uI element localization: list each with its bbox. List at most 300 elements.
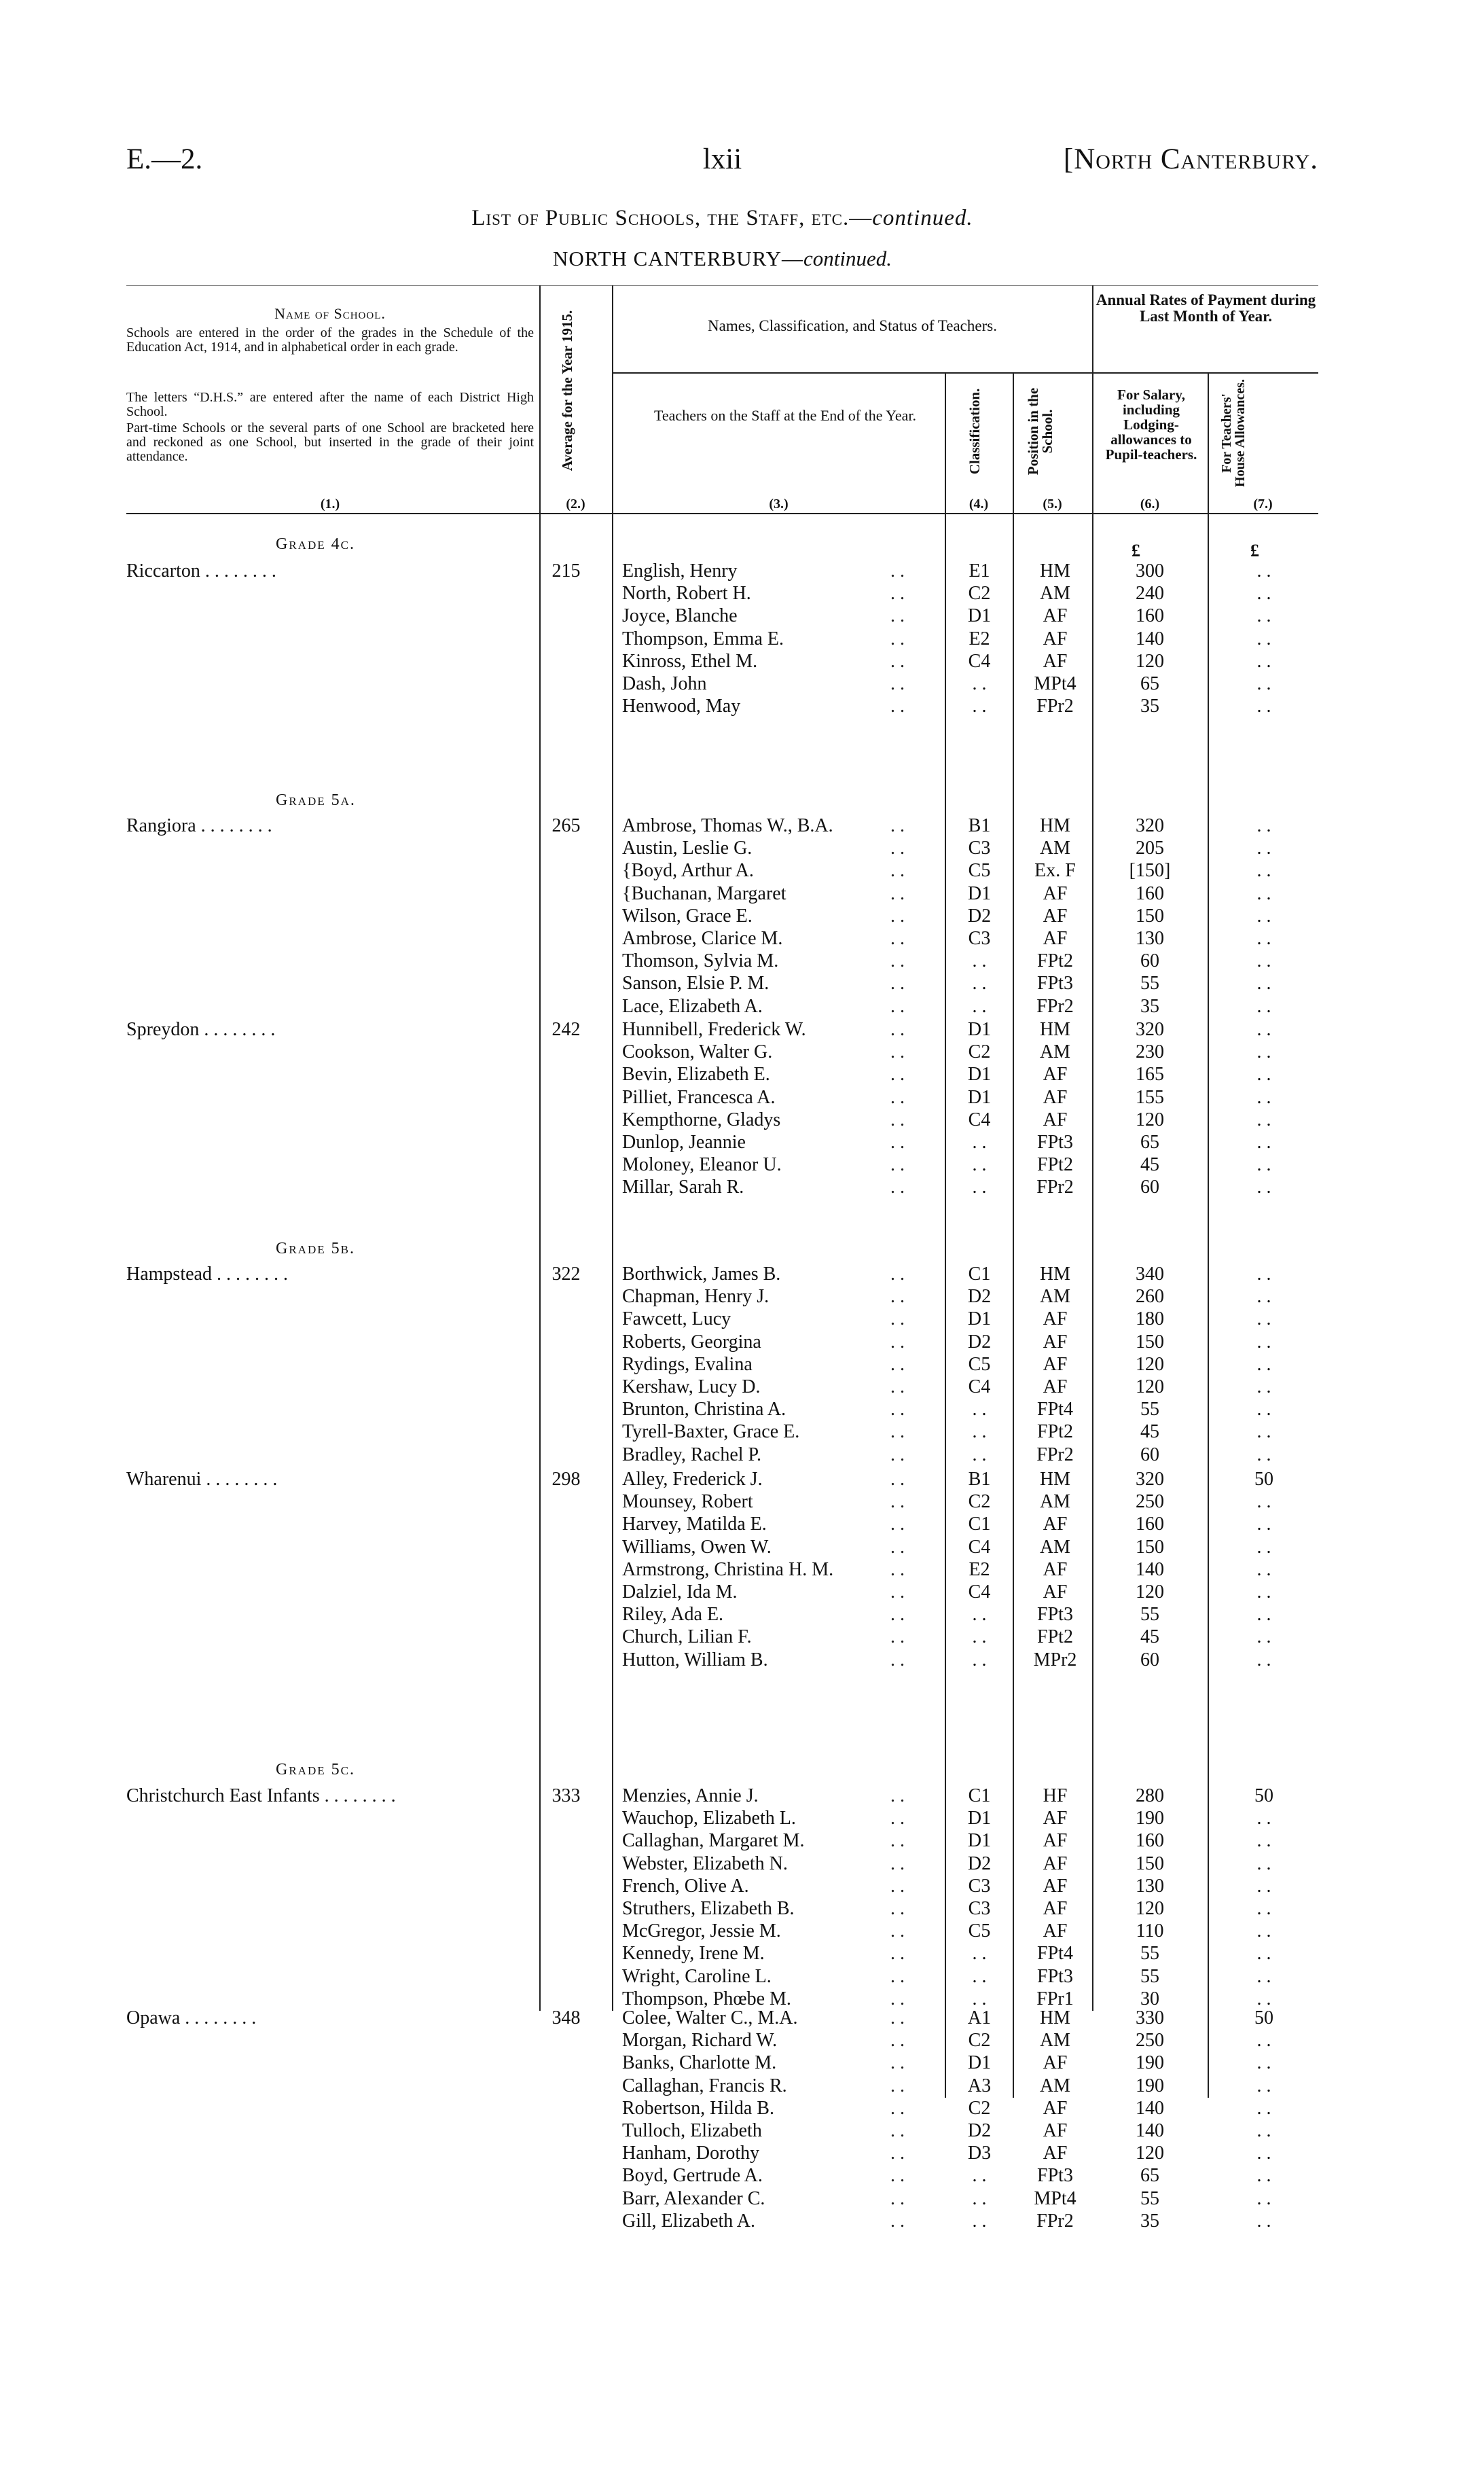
teacher-position: FPt2 — [1037, 1626, 1073, 1648]
teacher-name: {Buchanan, Margaret — [622, 882, 786, 904]
teacher-house-allowance: . . — [1256, 650, 1271, 672]
page-title-continued: continued. — [872, 206, 973, 230]
teacher-salary: 140 — [1136, 2097, 1164, 2119]
teacher-classification: . . — [972, 1943, 987, 1965]
teacher-house-allowance: . . — [1256, 860, 1271, 882]
teacher-classification: D3 — [967, 2143, 992, 2164]
teacher-salary: 55 — [1140, 1604, 1159, 1626]
leader-dots: . . — [890, 1649, 905, 1670]
col4-label: Classification. — [966, 388, 983, 475]
leader-dots: . . — [890, 1514, 905, 1535]
teacher-house-allowance: . . — [1256, 1331, 1271, 1353]
leader-dots: . . — [890, 1264, 905, 1285]
teacher-position: FPt3 — [1037, 1604, 1073, 1626]
teacher-classification: . . — [972, 1965, 987, 1987]
teacher-name: Thompson, Emma E. — [622, 628, 784, 649]
table-row — [126, 1581, 1318, 1604]
table-row — [126, 1808, 1318, 1830]
teacher-salary: 55 — [1140, 1943, 1159, 1965]
col1-note-1: Schools are entered in the order of the grades in the Schedule of the Education Act, 1914, and in alphabetical order in each grade. — [126, 325, 534, 355]
page-title-main: List of Public Schools, the Staff, etc.— — [471, 206, 873, 230]
teacher-position: AF — [1043, 1308, 1068, 1330]
teacher-name: Cookson, Walter G. — [622, 1041, 773, 1063]
currency-salary: £ — [1132, 541, 1140, 560]
teacher-salary: 155 — [1136, 1086, 1164, 1108]
teacher-classification: D1 — [967, 1064, 992, 1086]
leader-dots: . . — [890, 882, 905, 904]
teacher-name: Bevin, Elizabeth E. — [622, 1064, 770, 1086]
leader-dots: . . — [890, 1604, 905, 1626]
teacher-salary: 45 — [1140, 1421, 1159, 1443]
teacher-position: FPt4 — [1037, 1399, 1073, 1420]
teacher-house-allowance: . . — [1256, 1308, 1271, 1330]
leader-dots: . . — [890, 1491, 905, 1513]
teacher-classification: C3 — [968, 928, 991, 949]
leader-dots: . . — [890, 1965, 905, 1987]
teacher-position: AF — [1043, 1109, 1068, 1130]
teacher-house-allowance: . . — [1256, 1444, 1271, 1465]
leader-dots: . . — [890, 2052, 905, 2074]
table-row — [126, 860, 1318, 882]
leader-dots: . . — [890, 2007, 905, 2028]
teacher-name: Armstrong, Christina H. M. — [622, 1558, 834, 1580]
table-row — [126, 1019, 1318, 1041]
leader-dots: . . — [890, 2165, 905, 2187]
report-code: E.—2. — [126, 143, 203, 175]
teacher-salary: 205 — [1136, 838, 1164, 859]
teacher-salary: 320 — [1136, 815, 1164, 836]
teacher-name: Tyrell-Baxter, Grace E. — [622, 1421, 800, 1443]
teacher-position: HM — [1039, 560, 1071, 582]
teacher-name: Hanham, Dorothy — [622, 2143, 760, 2164]
leader-dots: . . — [890, 905, 905, 927]
teacher-name: Pilliet, Francesca A. — [622, 1086, 776, 1108]
teacher-name: Hutton, William B. — [622, 1649, 768, 1670]
teacher-position: AM — [1039, 1041, 1071, 1063]
teacher-classification: C2 — [968, 2030, 991, 2052]
teacher-name: Henwood, May — [622, 696, 741, 717]
teacher-salary: 55 — [1140, 973, 1159, 995]
teacher-name: Kershaw, Lucy D. — [622, 1376, 761, 1397]
teacher-classification: C2 — [968, 583, 991, 605]
teacher-salary: 160 — [1136, 605, 1164, 627]
teacher-salary: 320 — [1136, 1019, 1164, 1040]
teacher-salary: 190 — [1136, 1808, 1164, 1829]
teachers-group-label: Names, Classification, and Status of Teachers. — [708, 317, 997, 334]
school-name: Wharenui . . . . . . . . — [126, 1469, 278, 1490]
teacher-name: Banks, Charlotte M. — [622, 2052, 777, 2074]
leader-dots: . . — [890, 1920, 905, 1942]
teacher-classification: C2 — [968, 1041, 991, 1063]
table-row — [126, 1376, 1318, 1399]
table-row — [126, 1649, 1318, 1672]
teacher-classification: C4 — [968, 1109, 991, 1130]
teacher-house-allowance: . . — [1256, 815, 1271, 836]
teacher-house-allowance: . . — [1256, 1830, 1271, 1852]
school-average: 265 — [551, 815, 581, 836]
teacher-salary: 150 — [1136, 1331, 1164, 1353]
teacher-classification: . . — [972, 995, 987, 1017]
table-row — [126, 651, 1318, 673]
teacher-classification: D1 — [967, 1808, 992, 1829]
leader-dots: . . — [890, 950, 905, 972]
col4-number: (4.) — [969, 497, 989, 512]
table-row — [126, 973, 1318, 995]
rates-group-label: Annual Rates of Payment during Last Month of Year. — [1096, 291, 1316, 325]
table-row — [126, 1559, 1318, 1581]
currency-house: £ — [1250, 541, 1259, 560]
teacher-name: Harvey, Matilda E. — [622, 1514, 767, 1535]
teacher-salary: 65 — [1140, 1132, 1159, 1153]
teacher-classification: D2 — [967, 905, 992, 927]
teacher-name: Wilson, Grace E. — [622, 905, 753, 927]
leader-dots: . . — [890, 1086, 905, 1108]
teacher-position: AF — [1043, 1086, 1068, 1108]
teacher-salary: 150 — [1136, 1853, 1164, 1874]
teacher-classification: . . — [972, 2165, 987, 2187]
teacher-name: Chapman, Henry J. — [622, 1286, 770, 1308]
table-row — [126, 1604, 1318, 1626]
teacher-house-allowance: . . — [1256, 1536, 1271, 1558]
teacher-classification: E1 — [969, 560, 990, 582]
teacher-salary: 45 — [1140, 1626, 1159, 1648]
table-row — [126, 2098, 1318, 2120]
teacher-classification: C4 — [968, 650, 991, 672]
teacher-name: Joyce, Blanche — [622, 605, 738, 627]
header-bottom-rule — [126, 513, 1318, 514]
teacher-position: FPr2 — [1036, 1444, 1074, 1465]
table-row — [126, 2165, 1318, 2187]
teacher-house-allowance: . . — [1256, 628, 1271, 649]
teacher-position: FPt2 — [1037, 1154, 1073, 1176]
teacher-house-allowance: . . — [1256, 1491, 1271, 1513]
teacher-classification: . . — [972, 696, 987, 717]
table-row — [126, 1898, 1318, 1920]
teacher-position: AF — [1043, 2052, 1068, 2074]
teacher-classification: D1 — [967, 1308, 992, 1330]
teacher-classification: B1 — [968, 1469, 991, 1490]
school-name: Christchurch East Infants . . . . . . . . — [126, 1785, 396, 1806]
leader-dots: . . — [890, 1875, 905, 1897]
teacher-position: FPt3 — [1037, 973, 1073, 995]
page-title — [126, 206, 1318, 231]
teacher-position: AM — [1039, 2030, 1071, 2052]
table-row — [126, 560, 1318, 583]
table-row — [126, 1331, 1318, 1354]
table-header — [126, 285, 1318, 516]
teacher-house-allowance: . . — [1256, 1399, 1271, 1420]
leader-dots: . . — [890, 1581, 905, 1603]
leader-dots: . . — [890, 1853, 905, 1874]
teacher-classification: C4 — [968, 1536, 991, 1558]
teacher-classification: . . — [972, 2210, 987, 2232]
teacher-classification: D1 — [967, 1019, 992, 1040]
teacher-salary: 250 — [1136, 1491, 1164, 1513]
teacher-salary: 30 — [1140, 1988, 1159, 2009]
page-header — [126, 143, 1318, 183]
teacher-salary: 300 — [1136, 560, 1164, 582]
teacher-classification: . . — [972, 1399, 987, 1420]
teacher-name: Brunton, Christina A. — [622, 1399, 786, 1420]
teacher-house-allowance: . . — [1256, 1421, 1271, 1443]
teacher-house-allowance: 50 — [1254, 1785, 1273, 1806]
teacher-name: Robertson, Hilda B. — [622, 2097, 774, 2119]
teacher-salary: 55 — [1140, 2187, 1159, 2209]
teacher-name: Ambrose, Clarice M. — [622, 928, 783, 949]
leader-dots: . . — [890, 1376, 905, 1397]
teacher-house-allowance: . . — [1256, 1109, 1271, 1130]
teacher-salary: 60 — [1140, 1649, 1159, 1670]
table-row — [126, 1514, 1318, 1536]
leader-dots: . . — [890, 1626, 905, 1648]
teacher-classification: C1 — [968, 1785, 991, 1806]
teacher-salary: 120 — [1136, 1109, 1164, 1130]
leader-dots: . . — [890, 1988, 905, 2009]
teacher-position: AF — [1043, 1875, 1068, 1897]
col6-label: For Salary, including Lodging-allowances to Pupil-teachers. — [1105, 387, 1197, 463]
leader-dots: . . — [890, 1399, 905, 1420]
teacher-position: AM — [1039, 1491, 1071, 1513]
table-row — [126, 1421, 1318, 1444]
table-row — [126, 2075, 1318, 2098]
teacher-name: McGregor, Jessie M. — [622, 1920, 781, 1942]
col7-number: (7.) — [1253, 497, 1273, 512]
table-row — [126, 1154, 1318, 1177]
teacher-salary: 65 — [1140, 673, 1159, 694]
leader-dots: . . — [890, 2120, 905, 2141]
teacher-house-allowance: . . — [1256, 560, 1271, 582]
teacher-salary: 160 — [1136, 1830, 1164, 1852]
table-row — [126, 996, 1318, 1018]
leader-dots: . . — [890, 560, 905, 582]
teacher-salary: 60 — [1140, 1444, 1159, 1465]
teacher-name: Boyd, Gertrude A. — [622, 2165, 763, 2187]
teacher-house-allowance: . . — [1256, 1177, 1271, 1198]
teacher-classification: C5 — [968, 860, 991, 882]
teacher-name: Millar, Sarah R. — [622, 1177, 744, 1198]
teacher-classification: E2 — [969, 1558, 990, 1580]
teacher-classification: D2 — [967, 1286, 992, 1308]
teacher-salary: 35 — [1140, 2210, 1159, 2232]
table-row — [126, 1087, 1318, 1109]
leader-dots: . . — [890, 650, 905, 672]
teacher-classification: C5 — [968, 1353, 991, 1375]
teacher-classification: . . — [972, 673, 987, 694]
teacher-house-allowance: . . — [1256, 605, 1271, 627]
teacher-position: FPt3 — [1037, 2165, 1073, 2187]
header-top-rule — [126, 285, 1318, 286]
teacher-house-allowance: . . — [1256, 1626, 1271, 1648]
teacher-position: HM — [1039, 815, 1071, 836]
table-row — [126, 2120, 1318, 2143]
group-rule — [613, 372, 1318, 374]
teacher-name: Kennedy, Irene M. — [622, 1943, 765, 1965]
teacher-house-allowance: . . — [1256, 2187, 1271, 2209]
teacher-name: Tulloch, Elizabeth — [622, 2120, 762, 2141]
teacher-name: Thompson, Phœbe M. — [622, 1988, 791, 2009]
teacher-position: AF — [1043, 1853, 1068, 1874]
teacher-house-allowance: . . — [1256, 2120, 1271, 2141]
teacher-position: AF — [1043, 1353, 1068, 1375]
teacher-house-allowance: . . — [1256, 2143, 1271, 2164]
teacher-house-allowance: . . — [1256, 1649, 1271, 1670]
teacher-name: Bradley, Rachel P. — [622, 1444, 762, 1465]
teacher-classification: D1 — [967, 882, 992, 904]
teacher-salary: 240 — [1136, 583, 1164, 605]
teacher-name: Roberts, Georgina — [622, 1331, 761, 1353]
teacher-house-allowance: . . — [1256, 1019, 1271, 1040]
teacher-classification: . . — [972, 1177, 987, 1198]
teacher-position: AF — [1043, 1898, 1068, 1919]
table-row — [126, 2052, 1318, 2075]
table-row — [126, 605, 1318, 628]
table-row — [126, 1064, 1318, 1086]
teacher-salary: 35 — [1140, 696, 1159, 717]
teacher-position: AM — [1039, 838, 1071, 859]
teacher-classification: C3 — [968, 1875, 991, 1897]
teacher-house-allowance: . . — [1256, 1064, 1271, 1086]
teacher-position: FPt2 — [1037, 950, 1073, 972]
teacher-name: Fawcett, Lucy — [622, 1308, 731, 1330]
teacher-house-allowance: . . — [1256, 1965, 1271, 1987]
leader-dots: . . — [890, 2187, 905, 2209]
leader-dots: . . — [890, 1785, 905, 1806]
table-row — [126, 1041, 1318, 1064]
leader-dots: . . — [890, 673, 905, 694]
teacher-position: AF — [1043, 1830, 1068, 1852]
teacher-name: Mounsey, Robert — [622, 1491, 753, 1513]
teacher-house-allowance: . . — [1256, 1808, 1271, 1829]
teacher-classification: C1 — [968, 1264, 991, 1285]
table-row — [126, 1491, 1318, 1514]
teacher-salary: 55 — [1140, 1965, 1159, 1987]
teacher-position: MPr2 — [1033, 1649, 1077, 1670]
teacher-house-allowance: . . — [1256, 1943, 1271, 1965]
teacher-position: AM — [1039, 2075, 1071, 2096]
teacher-house-allowance: . . — [1256, 950, 1271, 972]
leader-dots: . . — [890, 605, 905, 627]
school-average: 333 — [551, 1785, 581, 1806]
teacher-house-allowance: . . — [1256, 583, 1271, 605]
table-row — [126, 2143, 1318, 2165]
teacher-name: English, Henry — [622, 560, 738, 582]
teacher-position: HM — [1039, 1469, 1071, 1490]
teacher-salary: 120 — [1136, 1376, 1164, 1397]
teacher-classification: D1 — [967, 1086, 992, 1108]
teacher-house-allowance: 50 — [1254, 2007, 1273, 2028]
teacher-position: AF — [1043, 605, 1068, 627]
teacher-house-allowance: . . — [1256, 1132, 1271, 1153]
teacher-name: Rydings, Evalina — [622, 1353, 753, 1375]
teacher-name: Sanson, Elsie P. M. — [622, 973, 770, 995]
teacher-classification: . . — [972, 1988, 987, 2009]
col2-label: Average for the Year 1915. — [559, 310, 575, 471]
table-row — [126, 1132, 1318, 1154]
leader-dots: . . — [890, 860, 905, 882]
leader-dots: . . — [890, 1019, 905, 1040]
teacher-name: Callaghan, Francis R. — [622, 2075, 787, 2096]
school-average: 215 — [551, 560, 581, 582]
col3-label: Teachers on the Staff at the End of the Year. — [654, 407, 916, 424]
teacher-classification: C2 — [968, 1491, 991, 1513]
teacher-classification: . . — [972, 1604, 987, 1626]
grade-heading: Grade 5c. — [276, 1761, 355, 1778]
teacher-name: Wauchop, Elizabeth L. — [622, 1808, 796, 1829]
leader-dots: . . — [890, 1041, 905, 1063]
teacher-position: FPr2 — [1036, 696, 1074, 717]
teacher-salary: 55 — [1140, 1399, 1159, 1420]
teacher-house-allowance: . . — [1256, 1853, 1271, 1874]
teacher-name: North, Robert H. — [622, 583, 751, 605]
leader-dots: . . — [890, 815, 905, 836]
teacher-name: Moloney, Eleanor U. — [622, 1154, 782, 1176]
teacher-name: Ambrose, Thomas W., B.A. — [622, 815, 833, 836]
leader-dots: . . — [890, 1331, 905, 1353]
teacher-house-allowance: . . — [1256, 882, 1271, 904]
teacher-name: {Boyd, Arthur A. — [622, 860, 754, 882]
teacher-name: Barr, Alexander C. — [622, 2187, 765, 2209]
teacher-house-allowance: . . — [1256, 1154, 1271, 1176]
grade-heading: Grade 5a. — [276, 791, 356, 809]
teacher-salary: 120 — [1136, 1353, 1164, 1375]
teacher-position: FPt2 — [1037, 1421, 1073, 1443]
teacher-salary: 140 — [1136, 2120, 1164, 2141]
teacher-salary: 110 — [1136, 1920, 1164, 1942]
teacher-house-allowance: . . — [1256, 2165, 1271, 2187]
teacher-house-allowance: . . — [1256, 1604, 1271, 1626]
leader-dots: . . — [890, 628, 905, 649]
teacher-position: Ex. F — [1034, 860, 1076, 882]
teacher-name: Menzies, Annie J. — [622, 1785, 759, 1806]
teacher-house-allowance: . . — [1256, 1875, 1271, 1897]
teacher-house-allowance: . . — [1256, 905, 1271, 927]
teacher-house-allowance: . . — [1256, 1898, 1271, 1919]
teacher-name: Riley, Ada E. — [622, 1604, 724, 1626]
teacher-salary: 130 — [1136, 1875, 1164, 1897]
col3-number: (3.) — [769, 497, 789, 512]
teacher-position: AF — [1043, 2097, 1068, 2119]
teacher-position: AF — [1043, 1558, 1068, 1580]
teacher-name: Kinross, Ethel M. — [622, 650, 758, 672]
table-row — [126, 1785, 1318, 1808]
leader-dots: . . — [890, 838, 905, 859]
teacher-salary: 140 — [1136, 628, 1164, 649]
teacher-salary: 160 — [1136, 882, 1164, 904]
page-subtitle-main: NORTH CANTERBURY— — [552, 247, 804, 270]
grade-heading: Grade 4c. — [276, 535, 355, 553]
teacher-name: Wright, Caroline L. — [622, 1965, 772, 1987]
teacher-salary: 140 — [1136, 1558, 1164, 1580]
teacher-classification: . . — [972, 1444, 987, 1465]
teacher-position: FPt3 — [1037, 1132, 1073, 1153]
teacher-salary: 230 — [1136, 1041, 1164, 1063]
grade-heading: Grade 5b. — [276, 1240, 355, 1257]
table-row — [126, 1537, 1318, 1559]
school-average: 298 — [551, 1469, 581, 1490]
table-row — [126, 1876, 1318, 1898]
teacher-salary: 330 — [1136, 2007, 1164, 2028]
teacher-position: AF — [1043, 1376, 1068, 1397]
teacher-salary: 65 — [1140, 2165, 1159, 2187]
teacher-position: AF — [1043, 2120, 1068, 2141]
teacher-classification: D2 — [967, 1853, 992, 1874]
teacher-name: Morgan, Richard W. — [622, 2030, 778, 2052]
teacher-position: HM — [1039, 2007, 1071, 2028]
teacher-name: Dash, John — [622, 673, 707, 694]
teacher-name: Williams, Owen W. — [622, 1536, 772, 1558]
teacher-house-allowance: . . — [1256, 928, 1271, 949]
table-row — [126, 2211, 1318, 2233]
